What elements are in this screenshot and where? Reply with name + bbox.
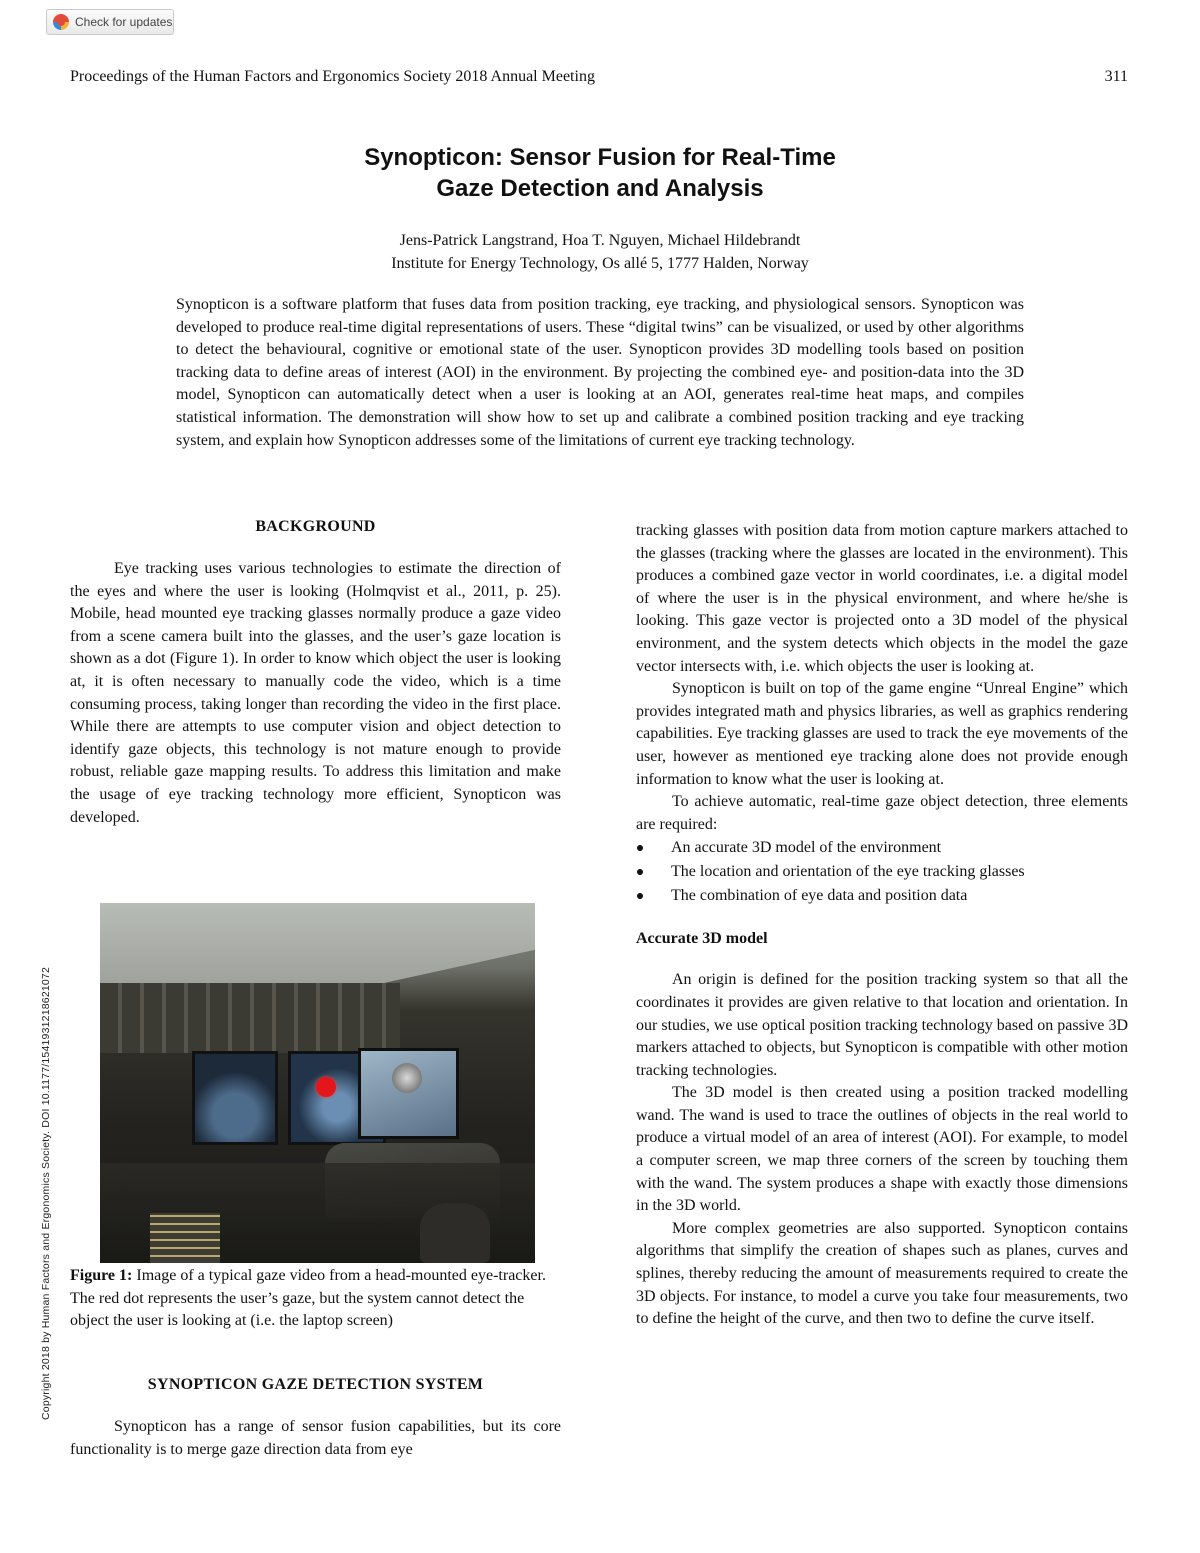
right-paragraph-1: tracking glasses with position data from motion capture markers attached to the glasses (tracking where the glasses are located in the environment). This produces a combined gaze vector in world coordinates, i.e. a digital model of where the user is in the physical environment, and where he/she is looking. This gaze vector is projected onto a 3D model of the physical environment, and the system detects which objects in the model the gaze vector intersects with, i.e. which objects the user is looking at. [636,522,1128,675]
background-paragraph: Eye tracking uses various technologies to estimate the direction of the eyes and where the user is looking (Holmqvist et al., 2011, p. 25). Mobile, head mounted eye tracking glasses normally produce a gaze video from a scene camera built into the glasses, and the user’s gaze location is shown as a dot (Figure 1). In order to know which object the user is looking at, it is often necessary to manually code the video, which is a time consuming process, taking longer than recording the video in the first place. While there are attempts to use computer vision and object detection to identify gaze objects, this technology is not mature enough to provide robust, reliable gaze mapping results. To address this limitation and make the usage of eye tracking technology more efficient, Synopticon was developed. [70,560,561,826]
requirements-list [636,836,1128,908]
right-paragraph-6: More complex geometries are also supported. Synopticon contains algorithms that simplify the creation of shapes such as planes, curves and splines, thereby reducing the amount of measurements required to create the 3D objects. For instance, to model a curve you take four measurements, two to define the height of the curve, and then two to define the curve itself. [636,1219,1128,1328]
right-paragraph-4: An origin is defined for the position tracking system so that all the coordinates it provides are given relative to that location and orientation. In our studies, we use optical position tracking technology based on passive 3D markers attached to objects, but Synopticon is compatible with other motion tracking technologies. [636,971,1128,1079]
title-line-2: Gaze Detection and Analysis [436,175,764,202]
running-head: Proceedings of the Human Factors and Ergonomics Society 2018 Annual Meeting [70,68,595,85]
cockpit-windshield [100,903,535,988]
author-affiliation: Institute for Energy Technology, Os allé 5, 1777 Halden, Norway [391,255,809,272]
cockpit-display-left [192,1051,278,1145]
right-paragraph-5: The 3D model is then created using a position tracked modelling wand. The wand is used to trace the outlines of objects in the real world to produce a virtual model of an area of interest (AOI). For example, to model a computer screen, we map three corners of the screen by touching them with the wand. The system produces a shape with exactly those dimensions in the 3D world. [636,1084,1128,1215]
cockpit-display-right [358,1048,459,1139]
right-paragraph-2: Synopticon is built on top of the game engine “Unreal Engine” which provides integrated math and physics libraries, as well as graphics rendering capabilities. Eye tracking glasses are used to track the eye movements of the user, however as mentioned eye tracking alone does not provide enough information to know what the user is looking at. [636,680,1128,788]
gaze-system-heading: SYNOPTICON GAZE DETECTION SYSTEM [147,1376,484,1393]
background-heading: BACKGROUND [255,518,376,535]
copyright-side-note [40,920,54,1420]
list-item: The location and orientation of the eye tracking glasses [636,860,1128,884]
right-paragraph-3: To achieve automatic, real-time gaze object detection, three elements are required: [636,793,1128,833]
gaze-system-paragraph: Synopticon has a range of sensor fusion capabilities, but its core functionality is to merge gaze direction data from eye [70,1418,561,1458]
crossmark-icon [53,14,69,30]
pedestal-keys [150,1213,220,1263]
left-column [70,518,561,829]
paper-title [0,142,1200,204]
author-names: Jens-Patrick Langstrand, Hoa T. Nguyen, Michael Hildebrandt [399,232,801,249]
list-item: The combination of eye data and position data [636,884,1128,908]
figure-label: Figure 1: [70,1267,133,1284]
accurate-3d-model-heading: Accurate 3D model [636,930,768,948]
copyright-text: Copyright 2018 by Human Factors and Ergonomics Society. DOI 10.1177/1541931218621072 [40,966,52,1420]
author-block [0,229,1200,275]
right-column [636,520,1128,1331]
gaze-dot [316,1077,336,1097]
title-line-1: Synopticon: Sensor Fusion for Real-Time [364,144,836,171]
figure-caption-text: Image of a typical gaze video from a head-mounted eye-tracker. The red dot represents the user’s gaze, but the system cannot detect the object the user is looking at (i.e. the laptop screen) [70,1267,546,1330]
check-for-updates-button[interactable] [46,9,174,35]
abstract: Synopticon is a software platform that fuses data from position tracking, eye tracking, and physiological sensors. Synopticon was developed to produce real-time digital representations of users. These “digital twins” can be visualized, or used by other algorithms to detect the behavioural, cognitive or emotional state of the user. Synopticon provides 3D modelling tools based on position tracking data to define areas of interest (AOI) in the environment. By projecting the combined eye- and position-data into the 3D model, Synopticon can automatically detect when a user is looking at an AOI, generates real-time heat maps, and compiles statistical information. The demonstration will show how to set up and calibrate a combined position tracking and eye tracking system, and explain how Synopticon addresses some of the limitations of current eye tracking technology. [176,296,1024,449]
throttle-hand [420,1203,490,1263]
overhead-panel [100,983,400,1053]
check-for-updates-label: Check for updates [75,15,173,29]
figure-caption [70,1265,561,1333]
gaze-system-section [70,1376,561,1461]
list-item: An accurate 3D model of the environment [636,836,1128,860]
cockpit-dial [392,1063,422,1093]
page-number: 311 [1104,68,1128,85]
figure-gaze-video [100,903,535,1263]
